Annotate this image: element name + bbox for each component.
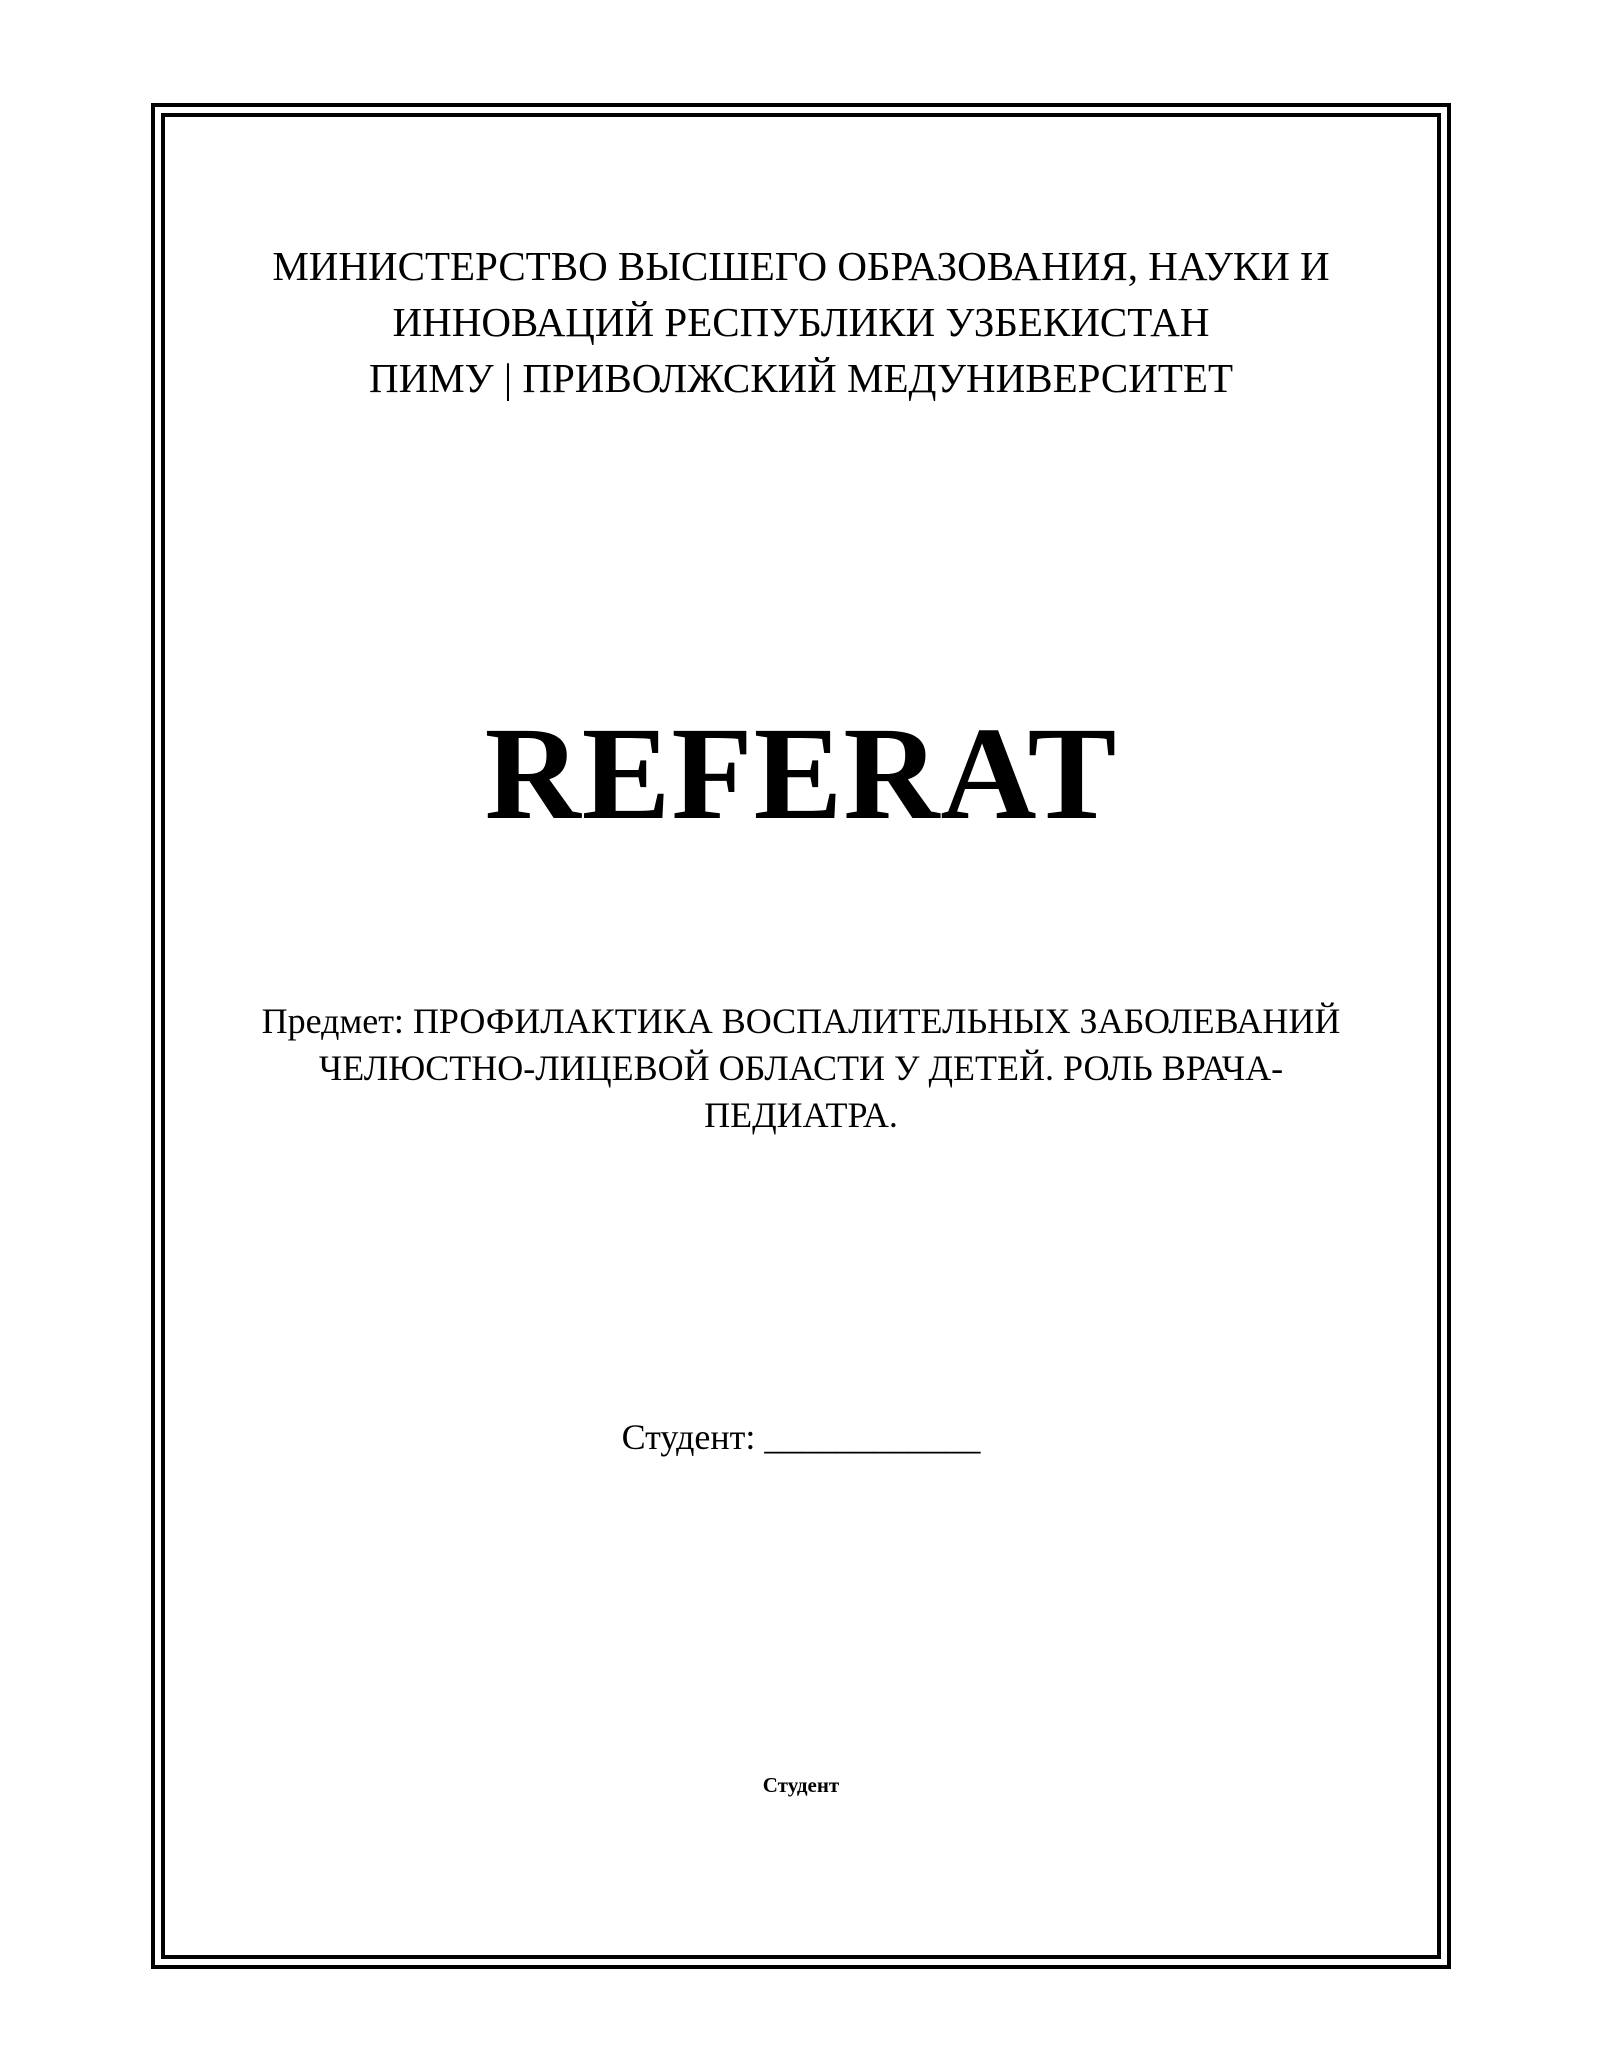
header-line-1: МИНИСТЕРСТВО ВЫСШЕГО ОБРАЗОВАНИЯ, НАУКИ И (272, 243, 1330, 289)
header-line-3: ПИМУ | ПРИВОЛЖСКИЙ МЕДУНИВЕРСИТЕТ (368, 355, 1234, 401)
student-footer-label: Студент (762, 1773, 840, 1797)
subject-line-2: ЧЕЛЮСТНО-ЛИЦЕВОЙ ОБЛАСТИ У ДЕТЕЙ. РОЛЬ ВРАЧА- (318, 1048, 1284, 1088)
subject-line-3: ПЕДИАТРА. (704, 1095, 898, 1135)
student-name-field: Студент: ____________ (621, 1417, 981, 1457)
subject-block (161, 998, 1441, 1139)
document-title: REFERAT (484, 699, 1118, 847)
header-line-2: ИННОВАЦИЙ РЕСПУБЛИКИ УЗБЕКИСТАН (392, 299, 1210, 345)
subject-line-1: Предмет: ПРОФИЛАКТИКА ВОСПАЛИТЕЛЬНЫХ ЗАБОЛЕВАНИЙ (261, 1001, 1341, 1041)
institution-header (161, 238, 1441, 406)
